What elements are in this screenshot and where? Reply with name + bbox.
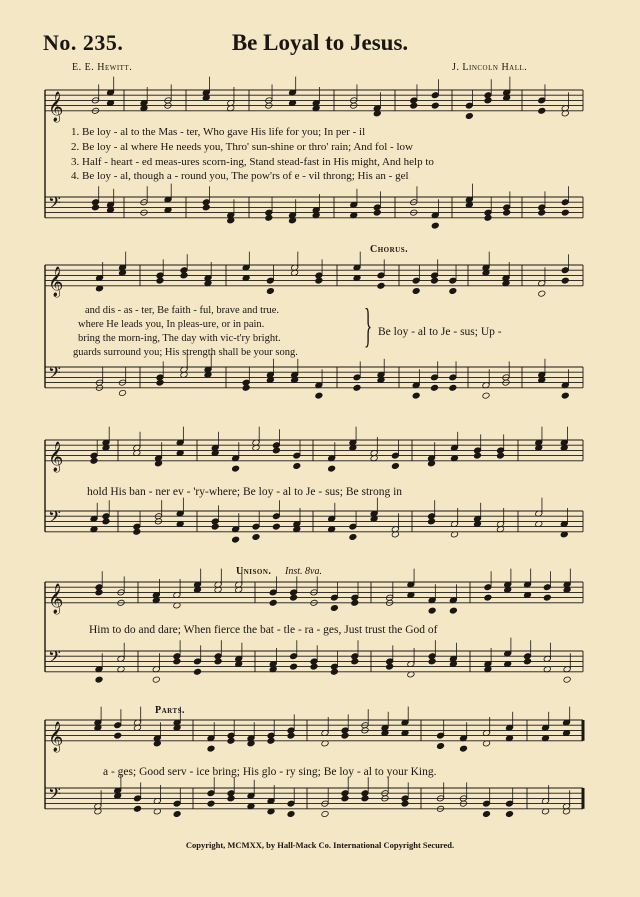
- note-head: [431, 222, 439, 229]
- verse-2-ending: where He leads you, In pleas-ure, or in pain.: [78, 319, 265, 330]
- note-head: [523, 658, 531, 665]
- note-head: [193, 668, 201, 675]
- note-head: [173, 658, 181, 665]
- note-head: [267, 737, 275, 744]
- note-head: [428, 607, 436, 614]
- note-head: [118, 389, 126, 396]
- verse-4-ending: guards surround you; His strength shall be your song.: [73, 347, 298, 358]
- hymn-number: No. 235.: [43, 30, 124, 55]
- treble-clef-icon: 𝄞: [48, 441, 64, 472]
- note-head: [211, 523, 219, 530]
- note-head: [377, 282, 385, 289]
- note-head: [287, 732, 295, 739]
- verse-4-line: 4. Be loy - al, though a - round you, The pow'rs of e - vil throng; His an - gel: [71, 170, 409, 182]
- note-head: [401, 800, 409, 807]
- note-head: [505, 810, 513, 817]
- note-head: [484, 594, 492, 601]
- note-head: [330, 604, 338, 611]
- note-head: [91, 204, 99, 211]
- note-head: [428, 658, 436, 665]
- parts-label: Parts.: [155, 705, 186, 716]
- note-head: [265, 214, 273, 221]
- note-head: [227, 737, 235, 744]
- note-head: [232, 465, 240, 472]
- note-head: [330, 668, 338, 675]
- note-head: [242, 384, 250, 391]
- note-head: [202, 204, 210, 211]
- note-head: [102, 518, 110, 525]
- note-head: [538, 107, 546, 114]
- verse-2-line: 2. Be loy - al where He needs you, Thro' sun-shine or thro' rain; And fol - low: [71, 141, 413, 153]
- note-head: [361, 795, 369, 802]
- note-head: [156, 379, 164, 386]
- note-head: [412, 287, 420, 294]
- note-head: [341, 732, 349, 739]
- note-head: [207, 745, 215, 752]
- note-head: [266, 287, 274, 294]
- note-head: [484, 97, 492, 104]
- bass-clef-icon: 𝄢: [48, 362, 61, 387]
- note-head: [449, 384, 457, 391]
- note-head: [482, 392, 490, 399]
- copyright-notice: Copyright, MCMXX, by Hall-Mack Co. International Copyright Secured.: [185, 840, 455, 850]
- treble-clef-icon: 𝄞: [48, 266, 64, 297]
- chorus-label: Chorus.: [370, 244, 409, 255]
- verse-1-line: 1. Be loy - al to the Mas - ter, Who gave His life for you; In per - il: [71, 126, 366, 138]
- note-head: [95, 589, 103, 596]
- note-head: [459, 745, 467, 752]
- note-head: [436, 742, 444, 749]
- note-head: [430, 277, 438, 284]
- chorus-line-2: hold His ban - ner ev - 'ry-where; Be loy - al to Je - sus; Be strong in: [87, 486, 403, 498]
- note-head: [290, 663, 298, 670]
- note-head: [473, 452, 481, 459]
- note-head: [214, 658, 222, 665]
- verse-3-line: 3. Half - heart - ed meas-ures scorn-ing, Stand stead-fast in His might, And help to: [71, 156, 434, 168]
- treble-clef-icon: 𝄞: [48, 721, 64, 752]
- verse-3-ending: bring the morn-ing, The day with vic-t'ry bright.: [78, 333, 281, 344]
- note-head: [227, 795, 235, 802]
- note-head: [207, 800, 215, 807]
- note-head: [503, 209, 511, 216]
- note-head: [386, 663, 394, 670]
- unison-label: Unison.: [236, 566, 272, 577]
- note-head: [90, 457, 98, 464]
- note-head: [431, 102, 439, 109]
- bass-clef-icon: 𝄢: [48, 192, 61, 217]
- treble-clef-icon: 𝄞: [48, 91, 64, 122]
- note-head: [351, 599, 359, 606]
- treble-clef-icon: 𝄞: [48, 583, 64, 614]
- chorus-line-1: Be loy - al to Je - sus; Up -: [378, 326, 502, 338]
- bass-clef-icon: 𝄢: [48, 646, 61, 671]
- note-head: [232, 536, 240, 543]
- note-head: [269, 599, 277, 606]
- note-head: [543, 594, 551, 601]
- note-head: [152, 676, 160, 683]
- hymn-title: Be Loyal to Jesus.: [231, 30, 409, 55]
- verse-1-ending: and dis - as - ter, Be faith - ful, brave and true.: [85, 305, 280, 316]
- note-head: [482, 810, 490, 817]
- note-head: [133, 528, 141, 535]
- note-head: [484, 214, 492, 221]
- note-head: [391, 462, 399, 469]
- note-head: [272, 447, 280, 454]
- note-head: [449, 607, 457, 614]
- note-head: [561, 392, 569, 399]
- note-head: [561, 209, 569, 216]
- note-head: [252, 533, 260, 540]
- note-head: [341, 795, 349, 802]
- note-head: [410, 102, 418, 109]
- note-head: [173, 810, 181, 817]
- note-head: [538, 209, 546, 216]
- note-head: [449, 287, 457, 294]
- note-head: [430, 384, 438, 391]
- note-head: [427, 518, 435, 525]
- note-head: [114, 732, 122, 739]
- note-head: [328, 465, 336, 472]
- note-head: [315, 392, 323, 399]
- note-head: [95, 676, 103, 683]
- note-head: [563, 676, 571, 683]
- composer-credit: J. Lincoln Hall.: [452, 62, 528, 73]
- note-head: [373, 209, 381, 216]
- note-head: [156, 277, 164, 284]
- note-head: [310, 663, 318, 670]
- note-head: [561, 277, 569, 284]
- note-head: [351, 658, 359, 665]
- chorus-line-3: Him to do and dare; When fierce the bat - tle - ra - ges, Just trust the God of: [89, 624, 438, 636]
- author-credit: E. E. Hewitt.: [72, 62, 133, 73]
- bass-clef-icon: 𝄢: [48, 506, 61, 531]
- note-head: [133, 805, 141, 812]
- note-head: [290, 594, 298, 601]
- bass-clef-icon: 𝄢: [48, 783, 61, 808]
- note-head: [412, 392, 420, 399]
- note-head: [180, 272, 188, 279]
- note-head: [287, 810, 295, 817]
- note-head: [538, 290, 546, 297]
- note-head: [321, 810, 329, 817]
- brace: }: [364, 299, 373, 352]
- note-head: [272, 523, 280, 530]
- note-head: [315, 277, 323, 284]
- note-head: [293, 462, 301, 469]
- inst-label: Inst. 8va.: [285, 566, 322, 577]
- note-head: [496, 452, 504, 459]
- note-head: [353, 384, 361, 391]
- note-head: [349, 533, 357, 540]
- note-head: [465, 112, 473, 119]
- chorus-line-4: a - ges; Good serv - ice bring; His glo - ry sing; Be loy - al to your King.: [103, 766, 437, 778]
